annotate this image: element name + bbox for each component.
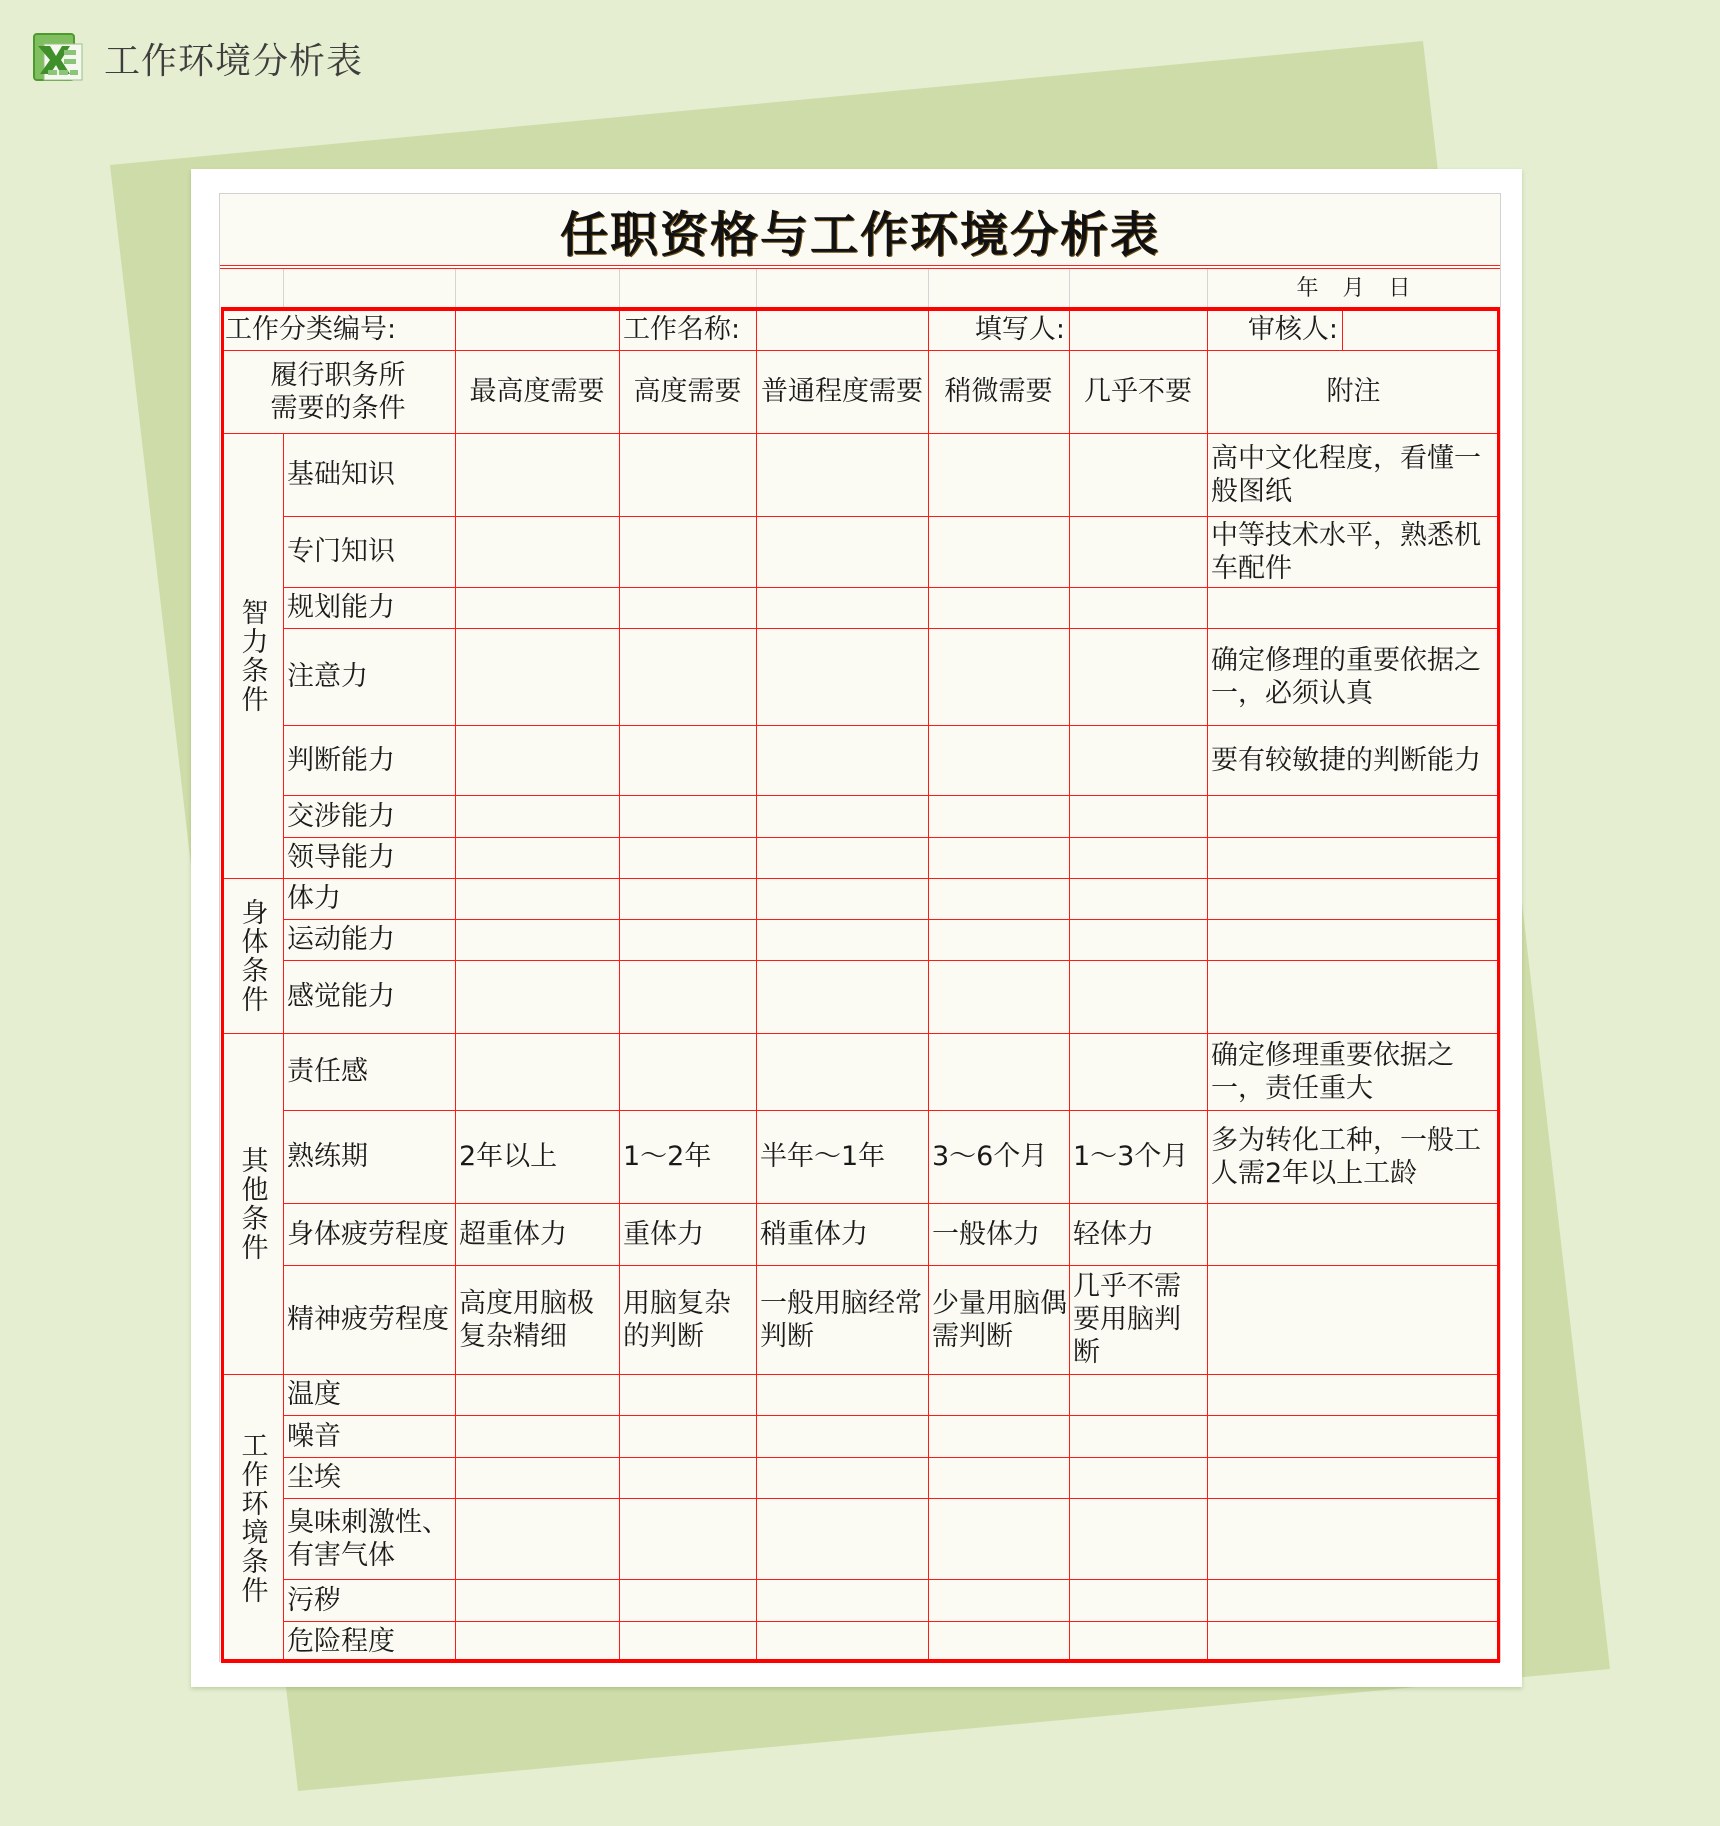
level-cell[interactable] (455, 587, 619, 628)
level-cell[interactable] (455, 1374, 619, 1415)
level-cell[interactable] (756, 795, 928, 837)
date-day: 日 (1388, 275, 1411, 301)
gridline (1207, 309, 1208, 1662)
gridline (283, 919, 1500, 920)
level-cell[interactable] (455, 1033, 619, 1110)
level-cell[interactable] (455, 516, 619, 587)
level-cell[interactable] (619, 1033, 756, 1110)
level-cell[interactable] (928, 1415, 1069, 1457)
level-cell[interactable] (619, 960, 756, 1033)
date-year: 年 (1296, 275, 1319, 301)
gridline (221, 307, 1500, 311)
date-cell[interactable] (1207, 269, 1500, 307)
level-cell[interactable]: 2年以上 (459, 1141, 558, 1172)
level-cell[interactable] (619, 795, 756, 837)
level-cell[interactable] (756, 960, 928, 1033)
category-code-label: 工作分类编号: (225, 314, 397, 345)
level-cell[interactable]: 稍重体力 (760, 1218, 868, 1250)
row-item-label: 专门知识 (287, 536, 395, 567)
level-cell[interactable] (455, 433, 619, 516)
group-label-3 (221, 1374, 283, 1662)
level-cell[interactable] (756, 1498, 928, 1579)
row-item-label: 噪音 (287, 1420, 341, 1452)
level-cell[interactable]: 3～6个月 (932, 1141, 1048, 1172)
level-cell[interactable] (756, 919, 928, 960)
gridline (283, 1415, 1500, 1416)
level-cell[interactable]: 一般用脑经常判断 (760, 1287, 922, 1352)
level-cell[interactable] (1069, 795, 1207, 837)
remark-cell[interactable] (1207, 919, 1500, 960)
remark-cell[interactable] (1207, 1203, 1500, 1265)
remark-cell[interactable]: 中等技术水平，熟悉机车配件 (1211, 519, 1481, 584)
row-item-label: 运动能力 (287, 924, 395, 955)
gridline (283, 837, 1500, 838)
gridline (756, 309, 757, 1662)
gridline (221, 433, 1500, 434)
remark-cell[interactable] (1207, 1457, 1500, 1498)
level-cell[interactable] (1069, 1415, 1207, 1457)
remark-cell[interactable] (1207, 795, 1500, 837)
level-cell[interactable] (1069, 960, 1207, 1033)
row-item-label: 污秽 (287, 1584, 341, 1616)
header-condition (221, 350, 455, 433)
filler-input[interactable] (1069, 309, 1207, 350)
level-cell[interactable] (756, 1033, 928, 1110)
level-cell[interactable] (455, 1579, 619, 1621)
level-cell[interactable] (756, 837, 928, 878)
gridline (221, 307, 224, 1663)
group-label-text: 智力条件 (236, 597, 268, 714)
level-cell[interactable] (619, 837, 756, 878)
remark-cell[interactable] (1207, 1579, 1500, 1621)
level-cell[interactable] (756, 878, 928, 919)
category-code-input[interactable] (455, 309, 619, 350)
row-item-label: 体力 (287, 883, 341, 914)
group-label-0 (221, 433, 283, 878)
level-cell[interactable] (455, 1498, 619, 1579)
row-item-label: 感觉能力 (287, 981, 395, 1012)
header-condition-line1: 履行职务所 (270, 359, 406, 391)
level-cell[interactable] (619, 878, 756, 919)
level-cell[interactable] (619, 516, 756, 587)
gridline (283, 516, 1500, 517)
header-level-4: 稍微需要 (944, 376, 1053, 407)
level-cell[interactable] (1069, 1579, 1207, 1621)
level-cell[interactable] (928, 960, 1069, 1033)
level-cell[interactable] (928, 1498, 1069, 1579)
level-cell[interactable] (619, 1457, 756, 1498)
level-cell[interactable] (928, 516, 1069, 587)
gridline (283, 269, 284, 307)
remark-cell[interactable] (1207, 837, 1500, 878)
level-cell[interactable] (1069, 878, 1207, 919)
gridline (283, 960, 1500, 961)
level-cell[interactable] (455, 878, 619, 919)
level-cell[interactable] (619, 919, 756, 960)
row-item-label: 判断能力 (287, 744, 395, 776)
gridline (283, 795, 1500, 796)
sheet-title: 任职资格与工作环境分析表 (559, 206, 1160, 263)
level-cell[interactable]: 一般体力 (932, 1218, 1040, 1250)
level-cell[interactable] (455, 1415, 619, 1457)
row-item-label: 规划能力 (287, 592, 395, 623)
group-label-text: 工作环境条件 (236, 1431, 268, 1605)
app-header (30, 28, 363, 88)
level-cell[interactable] (619, 725, 756, 795)
gridline (283, 1457, 1500, 1458)
level-cell[interactable] (928, 433, 1069, 516)
job-name-label: 工作名称: (623, 314, 741, 345)
level-cell[interactable] (619, 1579, 756, 1621)
row-item-label: 危险程度 (287, 1626, 395, 1657)
group-label-2 (221, 1033, 283, 1374)
header-level-2: 高度需要 (633, 376, 742, 407)
gridline (1342, 309, 1343, 350)
level-cell[interactable] (619, 1621, 756, 1662)
gridline (283, 628, 1500, 629)
row-item-label: 尘埃 (287, 1462, 341, 1493)
level-cell[interactable] (1069, 1498, 1207, 1579)
reviewer-label: 审核人: (1247, 314, 1338, 345)
header-condition-line2: 需要的条件 (270, 392, 406, 424)
level-cell[interactable] (455, 960, 619, 1033)
reviewer-input[interactable] (1342, 309, 1500, 350)
level-cell[interactable]: 1～2年 (623, 1141, 712, 1172)
level-cell[interactable] (928, 628, 1069, 725)
group-label-1 (221, 878, 283, 1033)
level-cell[interactable] (756, 1374, 928, 1415)
gridline (283, 433, 284, 1662)
level-cell[interactable] (1069, 516, 1207, 587)
level-cell[interactable]: 少量用脑偶需判断 (932, 1287, 1067, 1352)
gridline (928, 269, 929, 307)
remark-cell[interactable]: 多为转化工种，一般工人需2年以上工龄 (1211, 1124, 1481, 1189)
gridline (283, 725, 1500, 726)
remark-cell[interactable]: 高中文化程度，看懂一般图纸 (1211, 442, 1481, 507)
level-cell[interactable] (1069, 1033, 1207, 1110)
level-cell[interactable] (619, 1415, 756, 1457)
remark-cell[interactable]: 确定修理的重要依据之一，必须认真 (1211, 644, 1481, 709)
gridline (283, 1265, 1500, 1266)
remark-cell[interactable] (1207, 1374, 1500, 1415)
row-item-label: 精神疲劳程度 (287, 1304, 449, 1335)
group-label-text: 身体条件 (236, 897, 268, 1014)
row-item-label: 责任感 (287, 1056, 368, 1087)
gridline (1497, 307, 1500, 1663)
excel-icon (30, 30, 86, 86)
level-cell[interactable] (756, 1579, 928, 1621)
level-cell[interactable] (455, 1457, 619, 1498)
level-cell[interactable] (619, 1374, 756, 1415)
gridline (221, 1033, 1500, 1034)
gridline (221, 1374, 1500, 1375)
row-item-label: 臭味刺激性、有害气体 (287, 1506, 449, 1571)
level-cell[interactable] (455, 725, 619, 795)
level-cell[interactable]: 高度用脑极复杂精细 (459, 1287, 594, 1352)
remark-cell[interactable]: 确定修理重要依据之一，责任重大 (1211, 1039, 1454, 1104)
app-title: 工作环境分析表 (104, 40, 364, 82)
level-cell[interactable] (1069, 837, 1207, 878)
level-cell[interactable] (1069, 1374, 1207, 1415)
level-cell[interactable]: 超重体力 (459, 1218, 567, 1250)
level-cell[interactable] (619, 628, 756, 725)
filler-label: 填写人: (974, 314, 1065, 345)
level-cell[interactable] (455, 795, 619, 837)
group-label-text: 其他条件 (236, 1145, 268, 1262)
gridline (455, 269, 456, 307)
gridline (928, 309, 929, 1662)
level-cell[interactable] (455, 919, 619, 960)
level-cell[interactable] (1069, 1621, 1207, 1662)
level-cell[interactable] (1069, 919, 1207, 960)
gridline (283, 587, 1500, 588)
row-item-label: 身体疲劳程度 (287, 1218, 449, 1250)
job-name-input[interactable] (756, 309, 928, 350)
gridline (221, 878, 1500, 879)
level-cell[interactable]: 半年～1年 (760, 1141, 886, 1172)
level-cell[interactable]: 重体力 (623, 1218, 704, 1250)
remark-cell[interactable] (1207, 587, 1500, 628)
level-cell[interactable] (756, 516, 928, 587)
gridline (221, 1659, 1500, 1663)
gridline (283, 1579, 1500, 1580)
level-cell[interactable] (928, 837, 1069, 878)
remark-cell[interactable] (1207, 878, 1500, 919)
level-cell[interactable] (928, 1374, 1069, 1415)
level-cell[interactable] (928, 1033, 1069, 1110)
gridline (756, 269, 757, 307)
level-cell[interactable] (756, 1621, 928, 1662)
header-remarks: 附注 (1326, 376, 1381, 407)
row-item-label: 基础知识 (287, 459, 395, 490)
remark-cell[interactable] (1207, 960, 1500, 1033)
gridline (619, 269, 620, 307)
remark-cell[interactable] (1207, 1621, 1500, 1662)
gridline (283, 1203, 1500, 1204)
level-cell[interactable] (928, 919, 1069, 960)
row-item-label: 领导能力 (287, 842, 395, 873)
level-cell[interactable] (756, 1457, 928, 1498)
row-item-label: 注意力 (287, 661, 368, 692)
level-cell[interactable]: 轻体力 (1073, 1218, 1154, 1250)
title-double-line-top (220, 265, 1500, 266)
level-cell[interactable] (928, 795, 1069, 837)
level-cell[interactable] (928, 725, 1069, 795)
spreadsheet (219, 193, 1501, 1662)
level-cell[interactable]: 用脑复杂的判断 (623, 1287, 731, 1352)
gridline (283, 1621, 1500, 1622)
level-cell[interactable] (619, 433, 756, 516)
level-cell[interactable] (455, 1621, 619, 1662)
date-month: 月 (1342, 275, 1365, 301)
row-item-label: 温度 (287, 1379, 341, 1410)
level-cell[interactable] (455, 837, 619, 878)
gridline (283, 1498, 1500, 1499)
gridline (283, 1110, 1500, 1111)
gridline (1069, 269, 1070, 307)
row-item-label: 交涉能力 (287, 800, 395, 832)
level-cell[interactable] (1069, 1457, 1207, 1498)
level-cell[interactable] (928, 878, 1069, 919)
level-cell[interactable] (619, 1498, 756, 1579)
level-cell[interactable] (1069, 587, 1207, 628)
level-cell[interactable]: 几乎不需要用脑判断 (1073, 1271, 1181, 1368)
level-cell[interactable] (928, 1579, 1069, 1621)
header-level-1: 最高度需要 (469, 376, 605, 407)
level-cell[interactable] (1069, 725, 1207, 795)
remark-cell[interactable]: 要有较敏捷的判断能力 (1211, 744, 1481, 776)
level-cell[interactable] (1069, 628, 1207, 725)
level-cell[interactable] (928, 1457, 1069, 1498)
gridline (221, 350, 1500, 351)
level-cell[interactable] (756, 1415, 928, 1457)
gridline (455, 309, 456, 1662)
gridline (1069, 309, 1070, 1662)
remark-cell[interactable] (1207, 1415, 1500, 1457)
level-cell[interactable]: 1～3个月 (1073, 1141, 1189, 1172)
level-cell[interactable] (928, 1621, 1069, 1662)
level-cell[interactable] (756, 725, 928, 795)
level-cell[interactable] (455, 628, 619, 725)
level-cell[interactable] (756, 433, 928, 516)
header-level-3: 普通程度需要 (761, 376, 923, 407)
header-level-5: 几乎不要 (1084, 376, 1192, 407)
remark-cell[interactable] (1207, 1265, 1500, 1374)
level-cell[interactable] (928, 587, 1069, 628)
row-item-label: 熟练期 (287, 1141, 368, 1172)
level-cell[interactable] (756, 628, 928, 725)
gridline (619, 309, 620, 1662)
level-cell[interactable] (756, 587, 928, 628)
level-cell[interactable] (619, 587, 756, 628)
remark-cell[interactable] (1207, 1498, 1500, 1579)
level-cell[interactable] (1069, 433, 1207, 516)
